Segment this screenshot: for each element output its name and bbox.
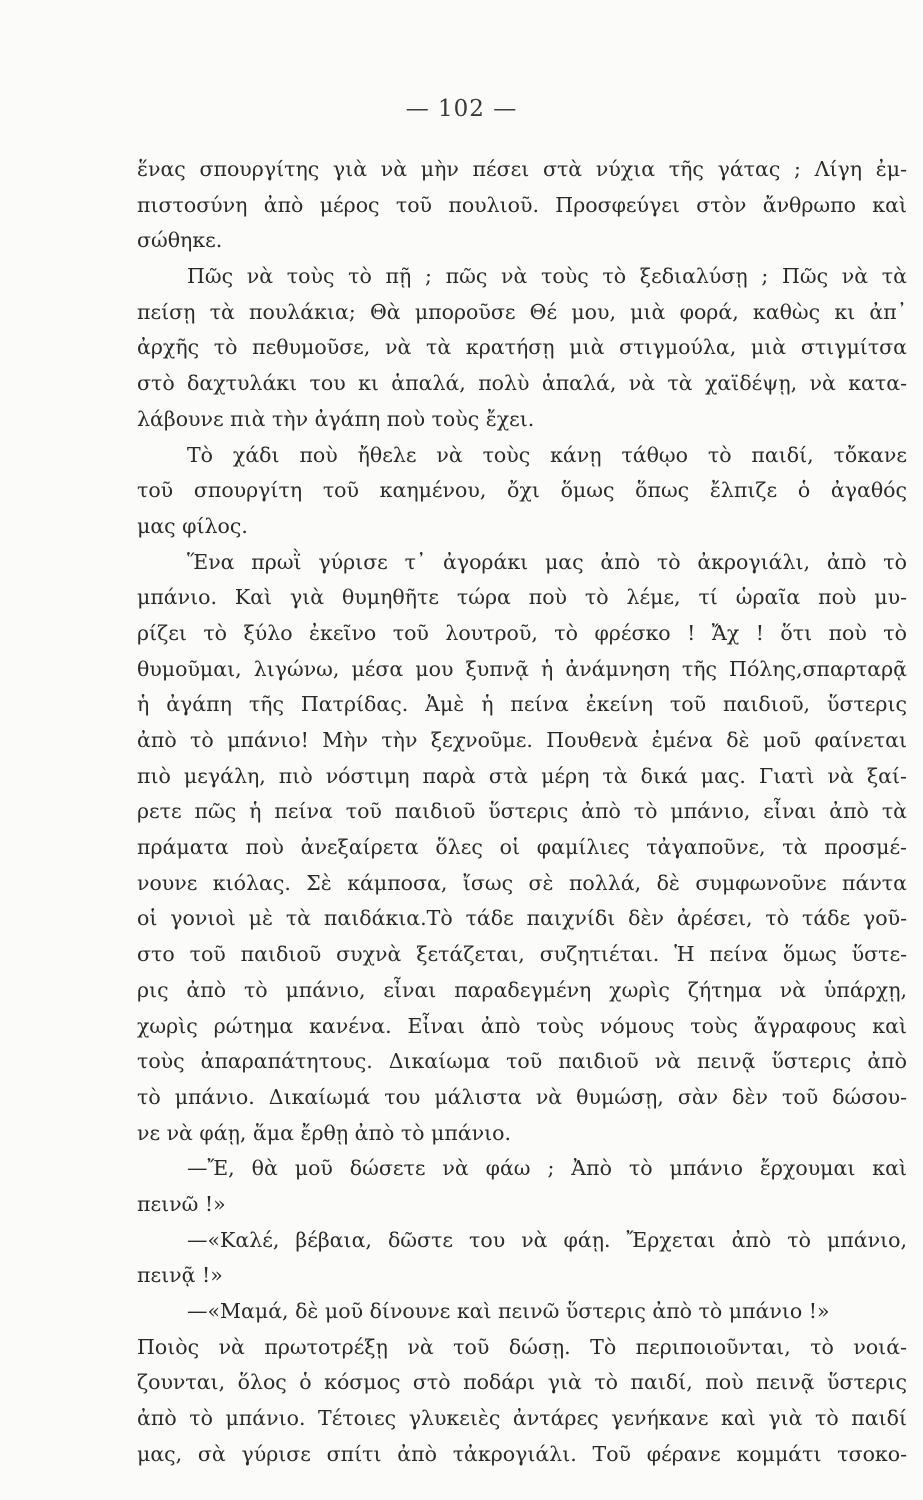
text-line: ἀπὸ τὸ μπάνιο! Μὴν τὴν ξεχνοῦμε. Πουθενὰ ἐμένα δὲ μοῦ φαίνεται [137,728,907,752]
text-line: ζουνται, ὅλος ὁ κόσμος στὸ ποδάρι γιὰ τὸ παιδί, ποὺ πεινᾷ ὕστερις [137,1370,907,1395]
text-line: τὸ μπάνιο. Δικαίωμά του μάλιστα νὰ θυμώσῃ, σὰν δὲν τοῦ δώσου- [137,1084,907,1109]
text-line: πείσῃ τὰ πουλάκια; Θὰ μποροῦσε Θέ μου, μιὰ φορά, καθὼς κι ἀπ᾽ [137,299,907,324]
text-line: θυμοῦμαι, λιγώνω, μέσα μου ξυπνᾷ ἡ ἀνάμνηση τῆς Πόλης,σπαρταρᾷ [137,656,907,681]
text-line: μας, σὰ γύρισε σπίτι ἀπὸ τἀκρογιάλι. Τοῦ φέρανε κομμάτι τσοκο- [137,1441,907,1466]
text-line: —«Μαμά, δὲ μοῦ δίνουνε καὶ πεινῶ ὕστερις ἀπὸ τὸ μπάνιο !» [187,1299,830,1323]
text-line: πιὸ μεγάλη, πιὸ νόστιμη παρὰ στὰ μέρη τὰ δικά μας. Γιατὶ νὰ ξαί- [137,763,907,788]
text-line: ἀπὸ τὸ μπάνιο. Τέτοιες γλυκειὲς ἀντάρες γενήκανε καὶ γιὰ τὸ παιδί [137,1406,907,1431]
text-line: τοῦ σπουργίτη τοῦ καημένου, ὄχι ὅμως ὅπως ἔλπιζε ὁ ἀγαθός [137,478,907,503]
text-line: —Ἔ, θὰ μοῦ δώσετε νὰ φάω ; Ἀπὸ τὸ μπάνιο ἔρχουμαι καὶ [187,1156,907,1181]
text-line: σώθηκε. [137,228,223,253]
text-line: —«Καλέ, βέβαια, δῶστε του νὰ φάῃ. Ἔρχεται ἀπὸ τὸ μπάνιο, [187,1227,907,1252]
text-line: στο τοῦ παιδιοῦ συχνὰ ξετάζεται, συζητιέται. Ἡ πείνα ὅμως ὕστε- [137,942,907,967]
text-line: λάβουνε πιὰ τὴν ἀγάπη ποὺ τοὺς ἔχει. [137,406,535,431]
text-line: ρις ἀπὸ τὸ μπάνιο, εἶναι παραδεγμένη χωρὶς ζήτημα νὰ ὑπάρχῃ, [137,977,907,1002]
text-line: τοὺς ἀπαραπάτητους. Δικαίωμα τοῦ παιδιοῦ νὰ πεινᾷ ὕστερις ἀπὸ [137,1049,907,1074]
text-line: στὸ δαχτυλάκι του κι ἁπαλά, πολὺ ἁπαλά, νὰ τὰ χαϊδέψῃ, νὰ κατα- [137,371,907,396]
text-line: πεινῶ !» [137,1191,226,1216]
text-line: χωρὶς ρώτημα κανένα. Εἶναι ἀπὸ τοὺς νόμους τοὺς ἄγραφους καὶ [137,1013,907,1038]
text-line: ρετε πῶς ἡ πείνα τοῦ παιδιοῦ ὕστερις ἀπὸ τὸ μπάνιο, εἶναι ἀπὸ τὰ [137,799,907,824]
text-line: πεινᾷ !» [137,1263,223,1288]
text-line: νουνε κιόλας. Σὲ κάμποσα, ἴσως σὲ πολλά, δὲ συμφωνοῦνε πάντα [137,870,907,895]
text-line: πράματα ποὺ ἀνεξαίρετα ὅλες οἱ φαμίλιες τἀγαποῦνε, τὰ προσμέ- [137,835,907,860]
text-line: οἱ γονιοὶ μὲ τὰ παιδάκια.Τὸ τάδε παιχνίδι δὲν ἀρέσει, τὸ τάδε γοῦ- [137,906,907,931]
text-line: Τὸ χάδι ποὺ ἤθελε νὰ τοὺς κάνῃ τάθῳο τὸ παιδί, τὄκανε [187,442,907,467]
text-line: πιστοσύνη ἀπὸ μέρος τοῦ πουλιοῦ. Προσφεύγει στὸν ἄνθρωπο καὶ [137,192,907,217]
text-line: ἀρχῆς τὸ πεθυμοῦσε, νὰ τὰ κρατήσῃ μιὰ στιγμούλα, μιὰ στιγμίτσα [137,335,907,360]
text-line: Πῶς νὰ τοὺς τὸ πῇ ; πῶς νὰ τοὺς τὸ ξεδιαλύσῃ ; Πῶς νὰ τὰ [187,264,907,289]
body-text [137,152,907,1472]
text-line: Ποιὸς νὰ πρωτοτρέξῃ νὰ τοῦ δώσῃ. Τὸ περιποιοῦνται, τὸ νοιά- [137,1334,907,1359]
text-line: ἡ ἀγάπη τῆς Πατρίδας. Ἀμὲ ἡ πείνα ἐκείνη τοῦ παιδιοῦ, ὕστερις [137,692,907,717]
page-number: — 102 — [405,96,518,122]
text-line: ρίζει τὸ ξύλο ἐκεῖνο τοῦ λουτροῦ, τὸ φρέσκο ! Ἄχ ! ὅτι ποὺ τὸ [137,620,907,645]
text-line: νε νὰ φάῃ, ἅμα ἔρθῃ ἀπὸ τὸ μπάνιο. [137,1120,512,1145]
text-line: μας φίλος. [137,513,248,538]
text-line: Ἕνα πρωῒ γύρισε τ᾽ ἀγοράκι μας ἀπὸ τὸ ἀκρογιάλι, ἀπὸ τὸ [187,549,907,574]
text-line: ἕνας σπουργίτης γιὰ νὰ μὴν πέσει στὰ νύχια τῆς γάτας ; Λίγη ἐμ- [137,157,907,181]
text-line: μπάνιο. Καὶ γιὰ θυμηθῆτε τώρα ποὺ τὸ λέμε, τί ὡραῖα ποὺ μυ- [137,585,907,610]
